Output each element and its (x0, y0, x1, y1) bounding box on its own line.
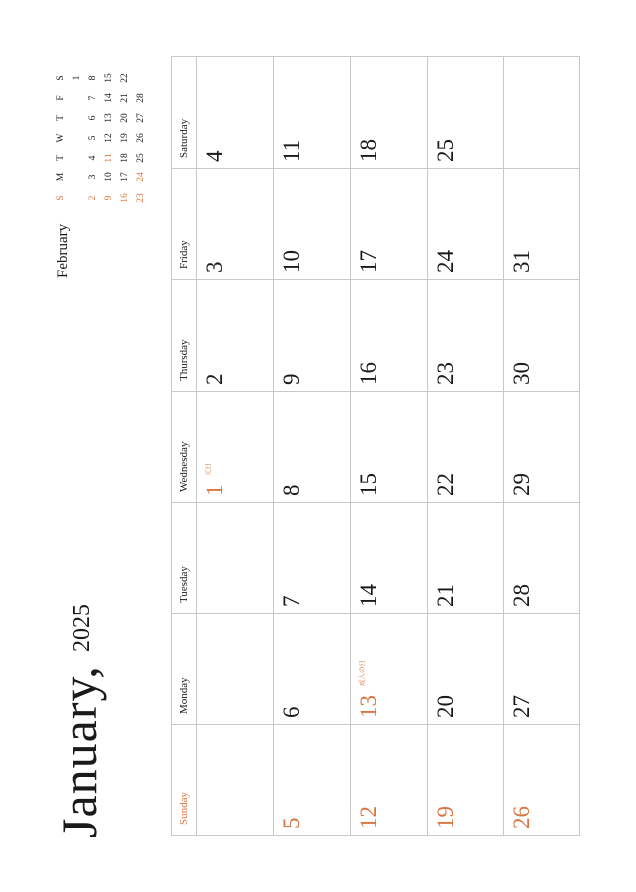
mini-day-number: 14 (104, 93, 114, 103)
day-number: 1 (202, 484, 227, 496)
weekday-header-wednesday: Wednesday (178, 441, 190, 492)
day-number: 14 (356, 584, 381, 607)
grid-column-divider (196, 56, 197, 835)
day-number: 7 (279, 595, 304, 607)
mini-weekday-letter: S (56, 75, 66, 81)
day-number: 24 (433, 250, 458, 273)
grid-column-divider (273, 56, 274, 835)
grid-border-bottom (171, 835, 580, 836)
day-number: 21 (433, 584, 458, 607)
mini-day-number: 6 (88, 115, 98, 121)
mini-day-number: 4 (88, 155, 98, 161)
grid-row-divider (171, 279, 579, 280)
day-number: 18 (356, 139, 381, 162)
day-number: 28 (509, 584, 534, 607)
mini-weekday-letter: W (56, 133, 66, 143)
day-number: 5 (279, 817, 304, 829)
mini-weekday-letter: S (56, 195, 66, 201)
day-number: 27 (509, 695, 534, 718)
day-number: 22 (433, 473, 458, 496)
grid-row-divider (171, 391, 579, 392)
holiday-label: 成人の日 (358, 660, 366, 686)
day-number: 26 (509, 806, 534, 829)
day-number: 8 (279, 484, 304, 496)
month-title: January, (51, 665, 107, 838)
grid-column-divider (350, 56, 351, 835)
grid-row-divider (171, 613, 579, 614)
mini-day-number: 28 (136, 93, 146, 103)
mini-day-number: 25 (136, 153, 146, 163)
day-number: 17 (356, 250, 381, 273)
grid-column-divider (503, 56, 504, 835)
day-number: 19 (433, 806, 458, 829)
mini-day-number: 19 (120, 133, 130, 143)
mini-day-number: 2 (88, 195, 98, 201)
weekday-header-saturday: Saturday (178, 118, 190, 158)
mini-day-number: 15 (104, 73, 114, 83)
mini-day-number: 26 (136, 133, 146, 143)
day-number: 6 (279, 706, 304, 718)
weekday-header-tuesday: Tuesday (178, 566, 190, 603)
mini-day-number: 17 (120, 172, 130, 182)
day-number: 10 (279, 250, 304, 273)
mini-day-number: 1 (72, 75, 82, 81)
weekday-header-sunday: Sunday (178, 792, 190, 825)
mini-day-number: 18 (120, 153, 130, 163)
mini-calendar-month: February (55, 223, 71, 278)
day-number: 15 (356, 473, 381, 496)
day-number: 3 (202, 261, 227, 273)
day-number: 30 (509, 362, 534, 385)
day-number: 13 (356, 695, 381, 718)
mini-day-number: 11 (104, 153, 114, 163)
grid-border-top (171, 56, 579, 57)
mini-day-number: 13 (104, 113, 114, 123)
day-number: 4 (202, 150, 227, 162)
day-number: 11 (279, 139, 304, 162)
mini-day-number: 24 (136, 172, 146, 182)
mini-weekday-letter: T (56, 115, 66, 121)
mini-day-number: 12 (104, 133, 114, 143)
mini-day-number: 8 (88, 75, 98, 81)
grid-border-right (579, 56, 580, 835)
day-number: 29 (509, 473, 534, 496)
day-number: 31 (509, 250, 534, 273)
mini-day-number: 3 (88, 174, 98, 180)
day-number: 12 (356, 806, 381, 829)
mini-weekday-letter: F (56, 95, 66, 101)
weekday-header-monday: Monday (178, 677, 190, 714)
mini-weekday-letter: T (56, 155, 66, 161)
day-number: 9 (279, 373, 304, 385)
grid-column-divider (427, 56, 428, 835)
mini-day-number: 20 (120, 113, 130, 123)
grid-border-left (171, 56, 172, 835)
mini-day-number: 10 (104, 172, 114, 182)
holiday-label: 元日 (204, 463, 212, 476)
day-number: 2 (202, 373, 227, 385)
weekday-header-thursday: Thursday (178, 339, 190, 381)
mini-day-number: 16 (120, 193, 130, 203)
year-title: 2025 (69, 604, 95, 652)
grid-row-divider (171, 724, 579, 725)
day-number: 25 (433, 139, 458, 162)
mini-day-number: 7 (88, 95, 98, 101)
mini-weekday-letter: M (56, 172, 66, 182)
grid-row-divider (171, 502, 579, 503)
day-number: 20 (433, 695, 458, 718)
mini-day-number: 22 (120, 73, 130, 83)
mini-day-number: 23 (136, 193, 146, 203)
mini-day-number: 21 (120, 93, 130, 103)
weekday-header-friday: Friday (178, 240, 190, 269)
mini-day-number: 27 (136, 113, 146, 123)
grid-row-divider (171, 168, 579, 169)
mini-day-number: 9 (104, 195, 114, 201)
day-number: 16 (356, 362, 381, 385)
day-number: 23 (433, 362, 458, 385)
mini-day-number: 5 (88, 135, 98, 141)
